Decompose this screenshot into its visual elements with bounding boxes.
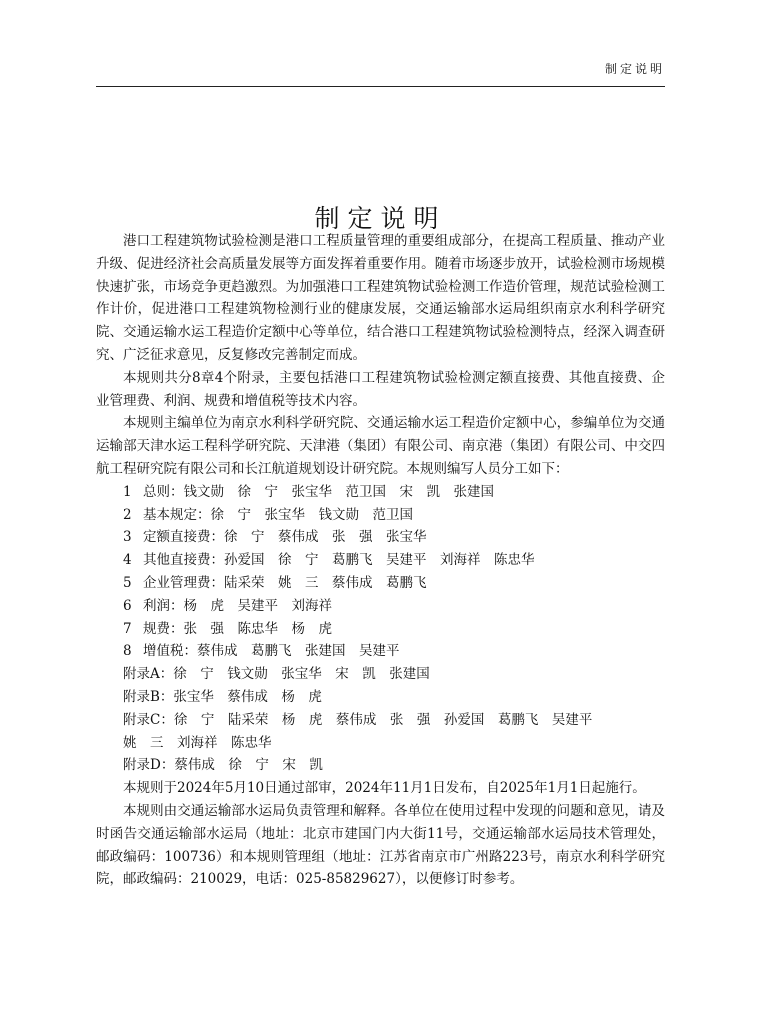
appendix-b-item: 附录B：张宝华 蔡伟成 杨 虎 xyxy=(123,688,322,705)
appendix-c-continuation: 姚 三 刘海祥 陈忠华 xyxy=(123,734,272,751)
list-item: 1 总则：钱文勋 徐 宁 张宝华 范卫国 宋 凯 张建国 xyxy=(123,483,494,500)
list-item: 4 其他直接费：孙爱国 徐 宁 葛鹏飞 吴建平 刘海祥 陈忠华 xyxy=(123,552,535,569)
scope-paragraph: 本规则共分8章4个附录，主要包括港口工程建筑物试验检测定额直接费、其他直接费、企业管理费、利润、规费和增值税等技术内容。 xyxy=(96,369,665,409)
contact-paragraph: 本规则由交通运输部水运局负责管理和解释。各单位在使用过程中发现的问题和意见，请及时函告交通运输部水运局（地址：北京市建国门内大街11号，交通运输部水运局技术管理处，邮政编码：100736）和本规则管理组（地址：江苏省南京市广州路223号，南京水利科学研究院，邮政编码：210029，电话：025-85829627），以便修订时参考。 xyxy=(96,802,665,888)
appendix-d-item: 附录D：蔡伟成 徐 宁 宋 凯 xyxy=(123,757,323,774)
authors-paragraph: 本规则主编单位为南京水利科学研究院、交通运输水运工程造价定额中心，参编单位为交通运输部天津水运工程科学研究院、天津港（集团）有限公司、南京港（集团）有限公司、中交四航工程研究院有限公司和长江航道规划设计研究院。本规则编写人员分工如下： xyxy=(96,415,665,477)
list-item: 2 基本规定：徐 宁 张宝华 钱文勋 范卫国 xyxy=(123,506,413,523)
header-rule xyxy=(96,86,665,87)
list-item: 3 定额直接费：徐 宁 蔡伟成 张 强 张宝华 xyxy=(123,529,427,546)
document-body xyxy=(96,230,665,891)
running-header: 制定说明 xyxy=(604,62,665,76)
page-title: 制定说明 xyxy=(314,203,447,233)
chapter-author-list xyxy=(96,481,665,777)
intro-paragraph: 港口工程建筑物试验检测是港口工程质量管理的重要组成部分，在提高工程质量、推动产业升级、促进经济社会高质量发展等方面发挥着重要作用。随着市场逐步放开，试验检测市场规模快速扩张，市场竞争更趋激烈。为加强港口工程建筑物试验检测工作造价管理，规范试验检测工作计价，促进港口工程建筑物检测行业的健康发展，交通运输部水运局组织南京水利科学研究院、交通运输水运工程造价定额中心等单位，结合港口工程建筑物试验检测特点，经深入调查研究、广泛征求意见，反复修改完善制定而成。 xyxy=(96,233,665,363)
appendix-c-item: 附录C：徐 宁 陆采荣 杨 虎 蔡伟成 张 强 孙爱国 葛鹏飞 吴建平 xyxy=(123,711,593,728)
list-item: 6 利润：杨 虎 吴建平 刘海祥 xyxy=(123,597,332,614)
appendix-a-item: 附录A：徐 宁 钱文勋 张宝华 宋 凯 张建国 xyxy=(123,666,430,683)
list-item: 5 企业管理费：陆采荣 姚 三 蔡伟成 葛鹏飞 xyxy=(123,574,427,591)
list-item: 7 规费：张 强 陈忠华 杨 虎 xyxy=(123,620,332,637)
list-item: 8 增值税：蔡伟成 葛鹏飞 张建国 吴建平 xyxy=(123,643,400,660)
approval-paragraph: 本规则于2024年5月10日通过部审，2024年11月1日发布，自2025年1月1日起施行。 xyxy=(123,780,646,797)
